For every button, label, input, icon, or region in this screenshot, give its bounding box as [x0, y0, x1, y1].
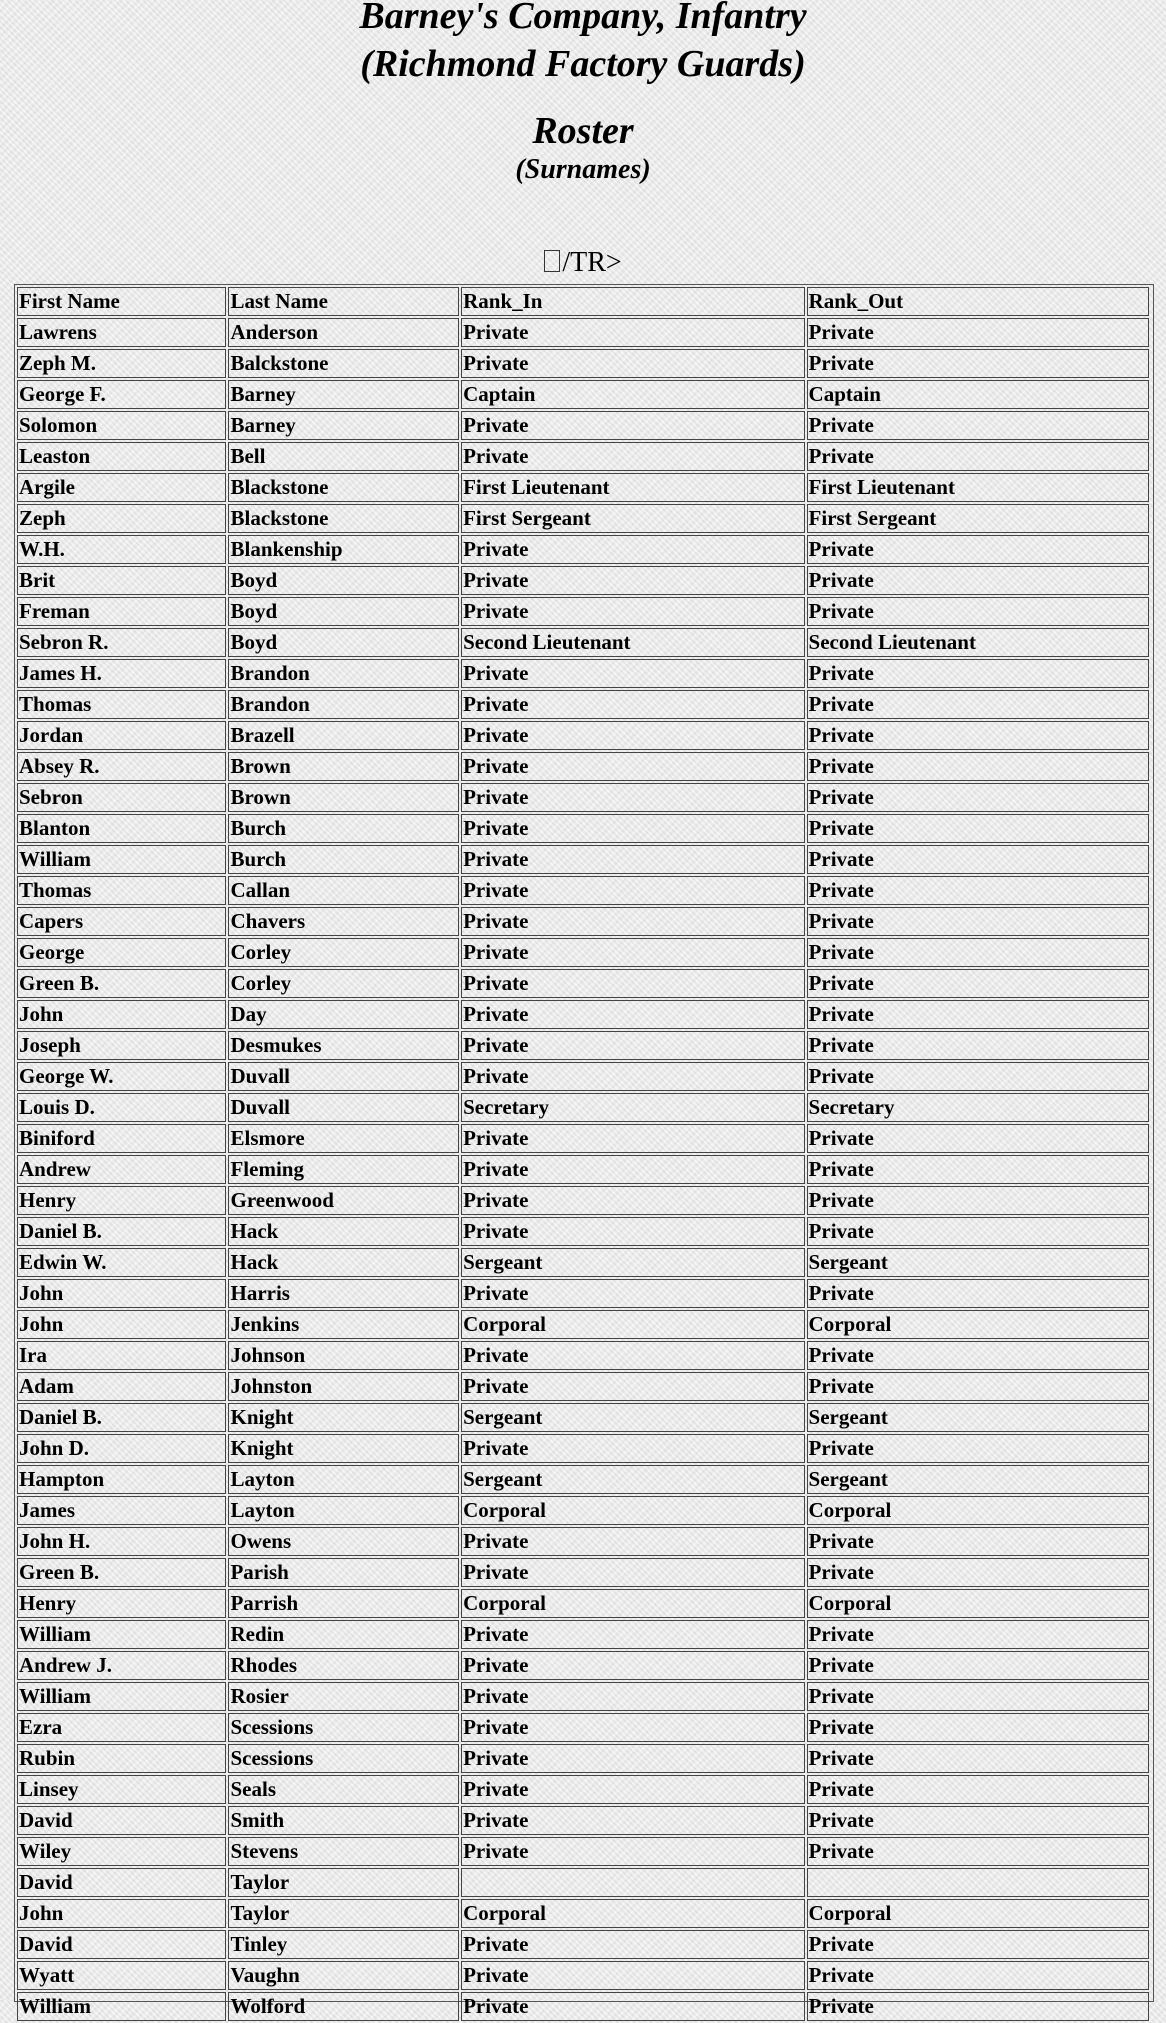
cell-first-name: Green B. — [17, 1558, 226, 1587]
cell-first-name: Wyatt — [17, 1961, 226, 1990]
cell-rank-out: Corporal — [807, 1589, 1149, 1618]
cell-first-name: David — [17, 1806, 226, 1835]
cell-rank-in: Corporal — [461, 1310, 804, 1339]
table-row — [17, 845, 1149, 874]
cell-rank-in: Private — [461, 938, 804, 967]
cell-last-name: Wolford — [228, 1992, 459, 2021]
cell-first-name: Green B. — [17, 969, 226, 998]
cell-rank-out: Private — [807, 1651, 1149, 1680]
cell-first-name: David — [17, 1868, 226, 1897]
cell-rank-in: Private — [461, 814, 804, 843]
cell-rank-out: Private — [807, 1217, 1149, 1246]
table-row — [17, 1310, 1149, 1339]
cell-rank-in: Private — [461, 1279, 804, 1308]
cell-first-name: Henry — [17, 1589, 226, 1618]
cell-rank-in — [461, 1868, 804, 1897]
cell-last-name: Hack — [228, 1217, 459, 1246]
cell-first-name: Biniford — [17, 1124, 226, 1153]
cell-last-name: Blankenship — [228, 535, 459, 564]
cell-rank-out: Private — [807, 969, 1149, 998]
cell-rank-in: Private — [461, 1000, 804, 1029]
cell-rank-out: First Lieutenant — [807, 473, 1149, 502]
cell-first-name: John — [17, 1000, 226, 1029]
table-row — [17, 1248, 1149, 1277]
cell-first-name: Ira — [17, 1341, 226, 1370]
cell-last-name: Elsmore — [228, 1124, 459, 1153]
cell-rank-out: Private — [807, 1124, 1149, 1153]
cell-last-name: Boyd — [228, 597, 459, 626]
cell-rank-out: Private — [807, 597, 1149, 626]
table-row — [17, 1713, 1149, 1742]
table-row — [17, 1155, 1149, 1184]
cell-first-name: Daniel B. — [17, 1217, 226, 1246]
cell-last-name: Duvall — [228, 1062, 459, 1091]
cell-rank-in: Private — [461, 1713, 804, 1742]
cell-last-name: Brandon — [228, 659, 459, 688]
cell-first-name: William — [17, 1682, 226, 1711]
table-row — [17, 535, 1149, 564]
table-row — [17, 1589, 1149, 1618]
cell-rank-out: Secretary — [807, 1093, 1149, 1122]
cell-last-name: Scessions — [228, 1713, 459, 1742]
cell-last-name: Scessions — [228, 1744, 459, 1773]
cell-rank-out: Private — [807, 1372, 1149, 1401]
cell-first-name: Sebron R. — [17, 628, 226, 657]
cell-first-name: Blanton — [17, 814, 226, 843]
table-row — [17, 1651, 1149, 1680]
table-row — [17, 1279, 1149, 1308]
cell-first-name: James — [17, 1496, 226, 1525]
cell-rank-out: Private — [807, 907, 1149, 936]
cell-last-name: Redin — [228, 1620, 459, 1649]
cell-first-name: Brit — [17, 566, 226, 595]
table-row — [17, 1031, 1149, 1060]
cell-first-name: Thomas — [17, 876, 226, 905]
cell-first-name: George F. — [17, 380, 226, 409]
cell-rank-in: Private — [461, 1806, 804, 1835]
cell-first-name: George W. — [17, 1062, 226, 1091]
cell-rank-in: Private — [461, 1372, 804, 1401]
cell-rank-out: Private — [807, 1186, 1149, 1215]
cell-last-name: Taylor — [228, 1868, 459, 1897]
cell-last-name: Duvall — [228, 1093, 459, 1122]
cell-rank-in: Private — [461, 411, 804, 440]
cell-rank-in: Private — [461, 1620, 804, 1649]
cell-last-name: Greenwood — [228, 1186, 459, 1215]
table-row — [17, 1217, 1149, 1246]
cell-last-name: Parish — [228, 1558, 459, 1587]
cell-first-name: Leaston — [17, 442, 226, 471]
cell-last-name: Day — [228, 1000, 459, 1029]
table-row — [17, 1744, 1149, 1773]
cell-rank-in: Private — [461, 1527, 804, 1556]
table-row — [17, 1806, 1149, 1835]
page-title — [0, 0, 1166, 88]
cell-rank-in: Private — [461, 721, 804, 750]
cell-last-name: Balckstone — [228, 349, 459, 378]
cell-first-name: Wiley — [17, 1837, 226, 1866]
table-row — [17, 442, 1149, 471]
cell-rank-in: Private — [461, 349, 804, 378]
cell-last-name: Barney — [228, 411, 459, 440]
cell-rank-in: Secretary — [461, 1093, 804, 1122]
cell-rank-out: Corporal — [807, 1310, 1149, 1339]
cell-last-name: Owens — [228, 1527, 459, 1556]
cell-rank-out: Private — [807, 1558, 1149, 1587]
cell-last-name: Callan — [228, 876, 459, 905]
cell-rank-in: Private — [461, 597, 804, 626]
header-rank-out: Rank_Out — [807, 287, 1149, 316]
cell-first-name: W.H. — [17, 535, 226, 564]
table-row — [17, 1124, 1149, 1153]
table-row — [17, 1558, 1149, 1587]
cell-rank-in: Private — [461, 1744, 804, 1773]
table-row — [17, 876, 1149, 905]
table-row — [17, 1775, 1149, 1804]
cell-rank-out: Private — [807, 690, 1149, 719]
cell-rank-in: Sergeant — [461, 1403, 804, 1432]
cell-first-name: Joseph — [17, 1031, 226, 1060]
cell-last-name: Taylor — [228, 1899, 459, 1928]
cell-first-name: Freman — [17, 597, 226, 626]
cell-rank-out: Sergeant — [807, 1465, 1149, 1494]
cell-first-name: Henry — [17, 1186, 226, 1215]
cell-rank-out: Private — [807, 1992, 1149, 2021]
cell-last-name: Burch — [228, 845, 459, 874]
cell-rank-in: Private — [461, 969, 804, 998]
cell-rank-in: Corporal — [461, 1589, 804, 1618]
roster-table-body — [17, 287, 1149, 2021]
cell-rank-in: Private — [461, 1062, 804, 1091]
table-row — [17, 721, 1149, 750]
cell-last-name: Blackstone — [228, 504, 459, 533]
cell-rank-out: Private — [807, 318, 1149, 347]
cell-last-name: Seals — [228, 1775, 459, 1804]
cell-rank-in: Captain — [461, 380, 804, 409]
table-row — [17, 659, 1149, 688]
cell-rank-out: Private — [807, 1837, 1149, 1866]
cell-rank-in: Private — [461, 783, 804, 812]
cell-rank-in: Private — [461, 1992, 804, 2021]
table-row — [17, 1930, 1149, 1959]
cell-rank-out: Private — [807, 442, 1149, 471]
stray-markup-text — [0, 246, 1166, 280]
cell-rank-in: Private — [461, 1775, 804, 1804]
table-header-row — [17, 287, 1149, 316]
cell-rank-out: Private — [807, 845, 1149, 874]
cell-last-name: Stevens — [228, 1837, 459, 1866]
cell-rank-out: Private — [807, 1155, 1149, 1184]
table-row — [17, 628, 1149, 657]
cell-first-name: Ezra — [17, 1713, 226, 1742]
cell-rank-in: Private — [461, 1155, 804, 1184]
table-row — [17, 1837, 1149, 1866]
table-row — [17, 504, 1149, 533]
table-row — [17, 1465, 1149, 1494]
cell-last-name: Bell — [228, 442, 459, 471]
table-row — [17, 1868, 1149, 1897]
cell-rank-out: Corporal — [807, 1899, 1149, 1928]
cell-last-name: Parrish — [228, 1589, 459, 1618]
cell-rank-in: Private — [461, 876, 804, 905]
cell-rank-in: Private — [461, 1837, 804, 1866]
cell-rank-in: Private — [461, 1031, 804, 1060]
cell-last-name: Rosier — [228, 1682, 459, 1711]
cell-rank-out: Private — [807, 876, 1149, 905]
table-row — [17, 318, 1149, 347]
cell-first-name: Louis D. — [17, 1093, 226, 1122]
roster-table — [15, 285, 1151, 2023]
cell-rank-in: First Lieutenant — [461, 473, 804, 502]
cell-last-name: Corley — [228, 938, 459, 967]
cell-first-name: Andrew — [17, 1155, 226, 1184]
table-row — [17, 690, 1149, 719]
cell-rank-out: Private — [807, 659, 1149, 688]
cell-first-name: John — [17, 1310, 226, 1339]
cell-first-name: Adam — [17, 1372, 226, 1401]
cell-rank-out: Second Lieutenant — [807, 628, 1149, 657]
cell-first-name: William — [17, 1992, 226, 2021]
cell-rank-out: Private — [807, 1713, 1149, 1742]
cell-last-name: Fleming — [228, 1155, 459, 1184]
cell-last-name: Barney — [228, 380, 459, 409]
cell-rank-in: Private — [461, 1651, 804, 1680]
cell-first-name: Andrew J. — [17, 1651, 226, 1680]
cell-rank-out: Private — [807, 783, 1149, 812]
table-row — [17, 566, 1149, 595]
header-last-name: Last Name — [228, 287, 459, 316]
cell-rank-out: Private — [807, 566, 1149, 595]
table-row — [17, 1372, 1149, 1401]
cell-rank-out: Sergeant — [807, 1403, 1149, 1432]
table-row — [17, 752, 1149, 781]
table-row — [17, 1961, 1149, 1990]
cell-last-name: Burch — [228, 814, 459, 843]
cell-rank-out: Private — [807, 1930, 1149, 1959]
cell-rank-out: Private — [807, 1062, 1149, 1091]
cell-rank-in: Private — [461, 535, 804, 564]
cell-rank-out: Private — [807, 1775, 1149, 1804]
cell-rank-out: Private — [807, 1031, 1149, 1060]
table-row — [17, 1899, 1149, 1928]
cell-last-name: Tinley — [228, 1930, 459, 1959]
table-row — [17, 473, 1149, 502]
cell-last-name: Vaughn — [228, 1961, 459, 1990]
cell-first-name: Zeph M. — [17, 349, 226, 378]
cell-rank-out: Private — [807, 721, 1149, 750]
cell-rank-out: Private — [807, 411, 1149, 440]
cell-rank-out: Sergeant — [807, 1248, 1149, 1277]
cell-rank-out: Private — [807, 1527, 1149, 1556]
cell-rank-in: First Sergeant — [461, 504, 804, 533]
cell-last-name: Blackstone — [228, 473, 459, 502]
cell-rank-out: Private — [807, 1744, 1149, 1773]
cell-rank-out: Private — [807, 1806, 1149, 1835]
table-row — [17, 1186, 1149, 1215]
cell-rank-out: Private — [807, 1682, 1149, 1711]
cell-last-name: Brandon — [228, 690, 459, 719]
cell-rank-out: Private — [807, 535, 1149, 564]
cell-first-name: Hampton — [17, 1465, 226, 1494]
cell-last-name: Layton — [228, 1465, 459, 1494]
cell-last-name: Boyd — [228, 628, 459, 657]
cell-rank-in: Private — [461, 845, 804, 874]
cell-rank-out: Private — [807, 938, 1149, 967]
cell-first-name: Edwin W. — [17, 1248, 226, 1277]
cell-first-name: Argile — [17, 473, 226, 502]
cell-first-name: Sebron — [17, 783, 226, 812]
cell-last-name: Desmukes — [228, 1031, 459, 1060]
cell-first-name: David — [17, 1930, 226, 1959]
cell-rank-out: Private — [807, 1434, 1149, 1463]
cell-first-name: Capers — [17, 907, 226, 936]
cell-rank-out: First Sergeant — [807, 504, 1149, 533]
cell-rank-in: Private — [461, 1434, 804, 1463]
cell-rank-in: Private — [461, 907, 804, 936]
cell-last-name: Hack — [228, 1248, 459, 1277]
table-row — [17, 1496, 1149, 1525]
cell-last-name: Brown — [228, 752, 459, 781]
table-row — [17, 1403, 1149, 1432]
cell-first-name: John D. — [17, 1434, 226, 1463]
table-row — [17, 1341, 1149, 1370]
cell-rank-in: Private — [461, 1217, 804, 1246]
missing-glyph-icon — [544, 250, 560, 272]
header-first-name: First Name — [17, 287, 226, 316]
cell-rank-in: Corporal — [461, 1496, 804, 1525]
table-row — [17, 411, 1149, 440]
table-row — [17, 1062, 1149, 1091]
cell-first-name: Linsey — [17, 1775, 226, 1804]
table-row — [17, 1000, 1149, 1029]
cell-rank-out: Captain — [807, 380, 1149, 409]
cell-first-name: John — [17, 1899, 226, 1928]
cell-rank-in: Private — [461, 659, 804, 688]
cell-rank-in: Sergeant — [461, 1465, 804, 1494]
roster-heading: Roster — [532, 110, 634, 152]
table-row — [17, 1620, 1149, 1649]
cell-rank-out: Private — [807, 349, 1149, 378]
cell-last-name: Jenkins — [228, 1310, 459, 1339]
header-rank-in: Rank_In — [461, 287, 804, 316]
table-row — [17, 1434, 1149, 1463]
table-row — [17, 969, 1149, 998]
cell-first-name: Daniel B. — [17, 1403, 226, 1432]
cell-rank-in: Corporal — [461, 1899, 804, 1928]
table-row — [17, 380, 1149, 409]
cell-last-name: Rhodes — [228, 1651, 459, 1680]
cell-first-name: Solomon — [17, 411, 226, 440]
cell-rank-out — [807, 1868, 1149, 1897]
cell-first-name: William — [17, 845, 226, 874]
cell-first-name: William — [17, 1620, 226, 1649]
cell-last-name: Johnson — [228, 1341, 459, 1370]
cell-last-name: Brazell — [228, 721, 459, 750]
cell-rank-in: Second Lieutenant — [461, 628, 804, 657]
cell-last-name: Knight — [228, 1403, 459, 1432]
table-row — [17, 597, 1149, 626]
cell-first-name: Zeph — [17, 504, 226, 533]
cell-rank-out: Private — [807, 1620, 1149, 1649]
table-row — [17, 349, 1149, 378]
cell-first-name: John H. — [17, 1527, 226, 1556]
cell-rank-in: Private — [461, 1186, 804, 1215]
cell-last-name: Corley — [228, 969, 459, 998]
cell-rank-out: Private — [807, 1000, 1149, 1029]
cell-first-name: John — [17, 1279, 226, 1308]
table-row — [17, 783, 1149, 812]
title-line-1: Barney's Company, Infantry — [359, 0, 807, 37]
cell-last-name: Knight — [228, 1434, 459, 1463]
stray-markup-label: /TR> — [562, 247, 622, 278]
cell-rank-in: Private — [461, 318, 804, 347]
cell-rank-in: Private — [461, 1682, 804, 1711]
cell-first-name: Absey R. — [17, 752, 226, 781]
cell-rank-in: Private — [461, 1930, 804, 1959]
cell-last-name: Brown — [228, 783, 459, 812]
cell-rank-in: Private — [461, 1961, 804, 1990]
cell-first-name: Jordan — [17, 721, 226, 750]
cell-rank-in: Private — [461, 442, 804, 471]
cell-rank-out: Corporal — [807, 1496, 1149, 1525]
table-row — [17, 1682, 1149, 1711]
cell-rank-in: Private — [461, 690, 804, 719]
cell-rank-in: Private — [461, 1558, 804, 1587]
cell-first-name: James H. — [17, 659, 226, 688]
cell-first-name: George — [17, 938, 226, 967]
cell-last-name: Layton — [228, 1496, 459, 1525]
cell-rank-out: Private — [807, 752, 1149, 781]
cell-rank-in: Private — [461, 566, 804, 595]
cell-last-name: Harris — [228, 1279, 459, 1308]
cell-rank-out: Private — [807, 1961, 1149, 1990]
table-row — [17, 814, 1149, 843]
cell-rank-in: Private — [461, 1341, 804, 1370]
cell-rank-out: Private — [807, 1279, 1149, 1308]
cell-rank-out: Private — [807, 1341, 1149, 1370]
table-row — [17, 1093, 1149, 1122]
table-row — [17, 907, 1149, 936]
title-line-2: (Richmond Factory Guards) — [360, 43, 806, 85]
cell-last-name: Anderson — [228, 318, 459, 347]
table-row — [17, 1527, 1149, 1556]
cell-first-name: Lawrens — [17, 318, 226, 347]
cell-first-name: Thomas — [17, 690, 226, 719]
cell-first-name: Rubin — [17, 1744, 226, 1773]
cell-last-name: Boyd — [228, 566, 459, 595]
cell-last-name: Chavers — [228, 907, 459, 936]
cell-rank-in: Private — [461, 752, 804, 781]
table-row — [17, 938, 1149, 967]
table-row — [17, 1992, 1149, 2021]
cell-rank-in: Sergeant — [461, 1248, 804, 1277]
surnames-subheading: (Surnames) — [515, 154, 651, 185]
roster-table-container[interactable] — [14, 284, 1154, 2018]
cell-last-name: Johnston — [228, 1372, 459, 1401]
cell-rank-out: Private — [807, 814, 1149, 843]
cell-last-name: Smith — [228, 1806, 459, 1835]
cell-rank-in: Private — [461, 1124, 804, 1153]
